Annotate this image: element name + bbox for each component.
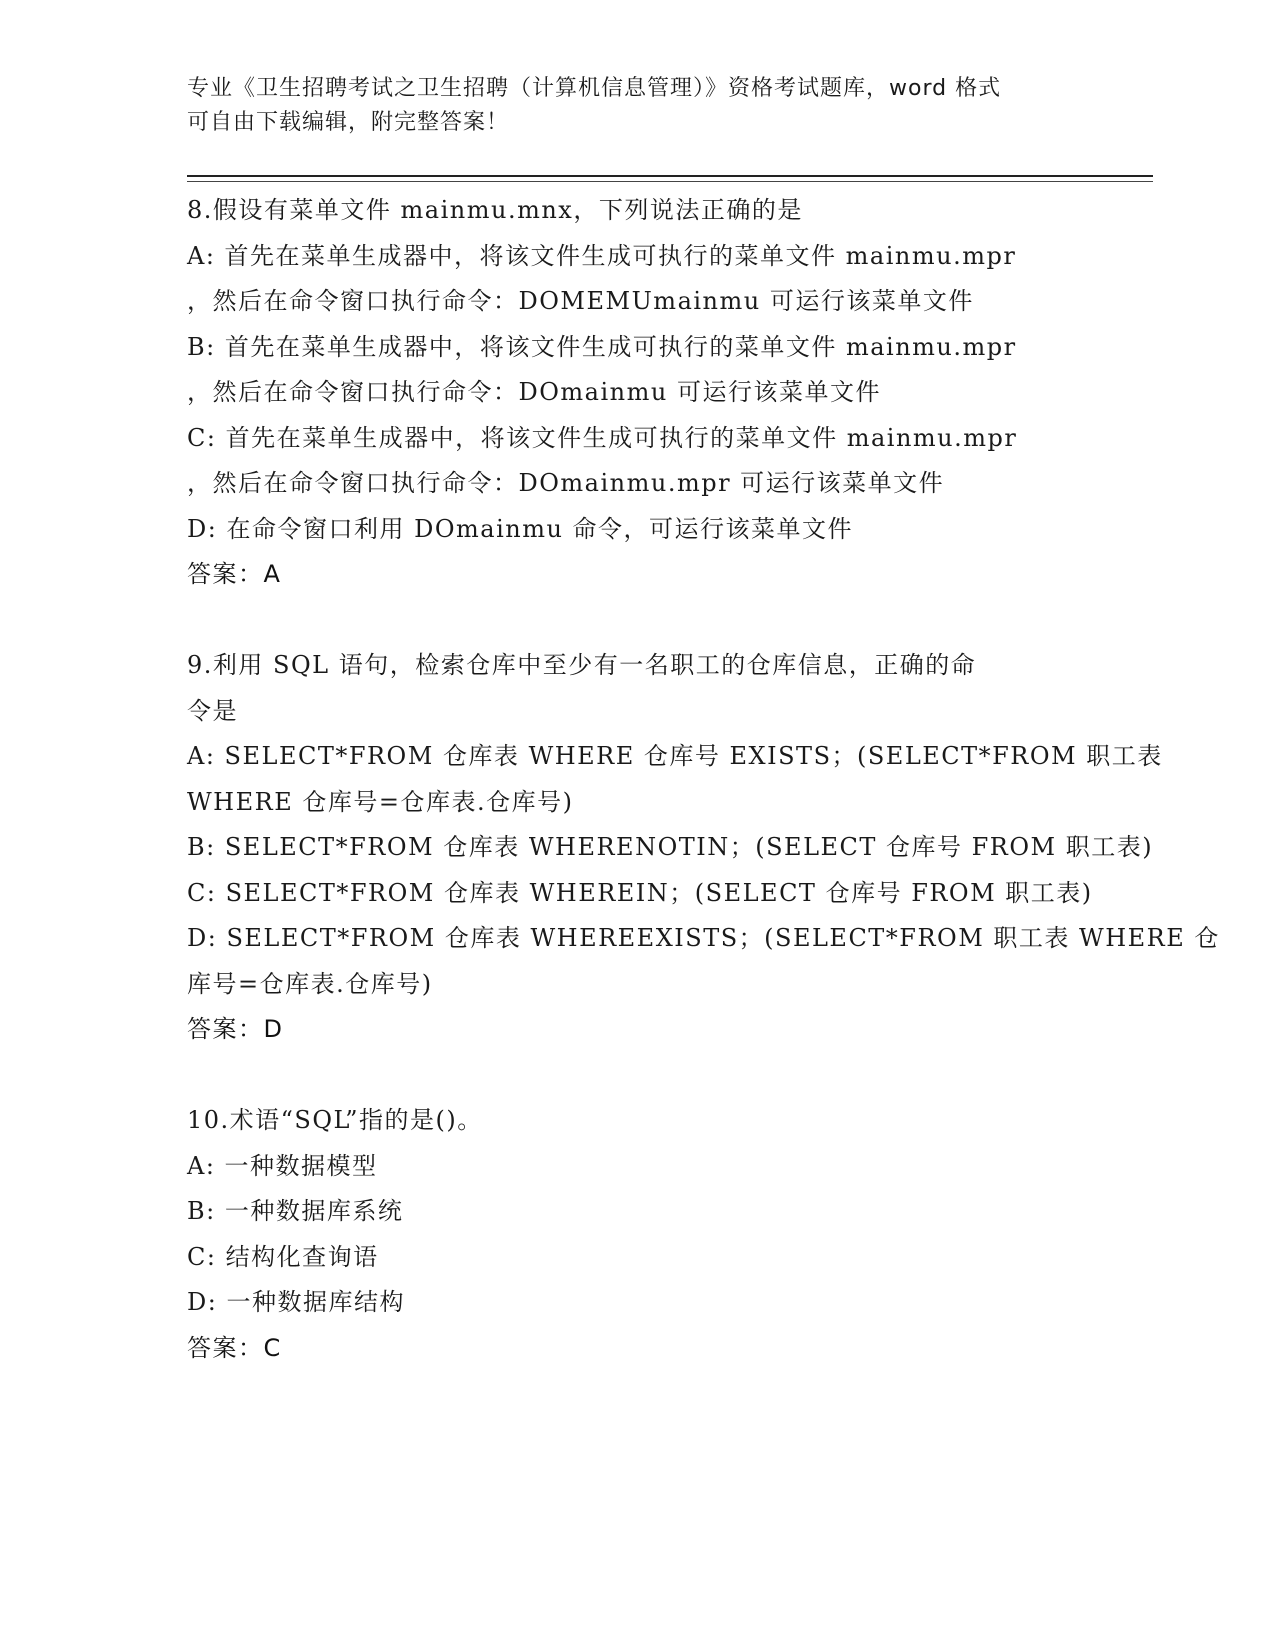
header-divider-thick	[187, 175, 1153, 177]
question-9	[187, 643, 1220, 1053]
option-b: B: 一种数据库系统	[187, 1197, 404, 1225]
answer-label: 答案：A	[187, 560, 282, 588]
question-stem-continued: 令是	[187, 696, 238, 725]
question-8	[187, 188, 1107, 598]
header-divider-thin	[187, 181, 1153, 182]
option-d: D: 在命令窗口利用 DOmainmu 命令，可运行该菜单文件	[187, 514, 854, 543]
question-stem: 10.术语“SQL”指的是()。	[187, 1106, 483, 1134]
question-10	[187, 1098, 1107, 1371]
option-a: A: SELECT*FROM 仓库表 WHERE 仓库号 EXISTS；(SELECT*FROM 职工表 WHERE 仓库号=仓库表.仓库号)	[187, 742, 1163, 816]
question-list	[187, 188, 1220, 1371]
option-d: D: 一种数据库结构	[187, 1288, 405, 1316]
header-line-2: 可自由下载编辑，附完整答案！	[187, 110, 510, 135]
answer-label: 答案：C	[187, 1333, 282, 1362]
option-c: C: 结构化查询语	[187, 1242, 379, 1271]
question-stem: 9.利用 SQL 语句，检索仓库中至少有一名职工的仓库信息，正确的命	[187, 651, 977, 679]
answer-label: 答案：D	[187, 1015, 284, 1043]
document-header	[187, 72, 1077, 140]
option-a: A: 一种数据模型	[187, 1151, 378, 1180]
option-d: D: SELECT*FROM 仓库表 WHEREEXISTS；(SELECT*FROM 职工表 WHERE 仓 库号=仓库表.仓库号)	[187, 924, 1220, 998]
option-c: C: 首先在菜单生成器中，将该文件生成可执行的菜单文件 mainmu.mpr ，然后在命令窗口执行命令：DOmainmu.mpr 可运行该菜单文件	[187, 423, 1018, 497]
option-c: C: SELECT*FROM 仓库表 WHEREIN；(SELECT 仓库号 FROM 职工表)	[187, 878, 1093, 907]
option-b: B: 首先在菜单生成器中，将该文件生成可执行的菜单文件 mainmu.mpr ，然后在命令窗口执行命令：DOmainmu 可运行该菜单文件	[187, 332, 1017, 406]
question-stem: 8.假设有菜单文件 mainmu.mnx，下列说法正确的是	[187, 196, 803, 224]
option-b: B: SELECT*FROM 仓库表 WHERENOTIN；(SELECT 仓库号 FROM 职工表)	[187, 833, 1154, 861]
header-line-1: 专业《卫生招聘考试之卫生招聘（计算机信息管理）》资格考试题库，word 格式	[187, 76, 1002, 101]
question-spacer	[187, 1053, 1107, 1099]
question-spacer	[187, 598, 1107, 644]
option-a: A: 首先在菜单生成器中，将该文件生成可执行的菜单文件 mainmu.mpr ，然后在命令窗口执行命令：DOMEMUmainmu 可运行该菜单文件	[187, 241, 1017, 315]
